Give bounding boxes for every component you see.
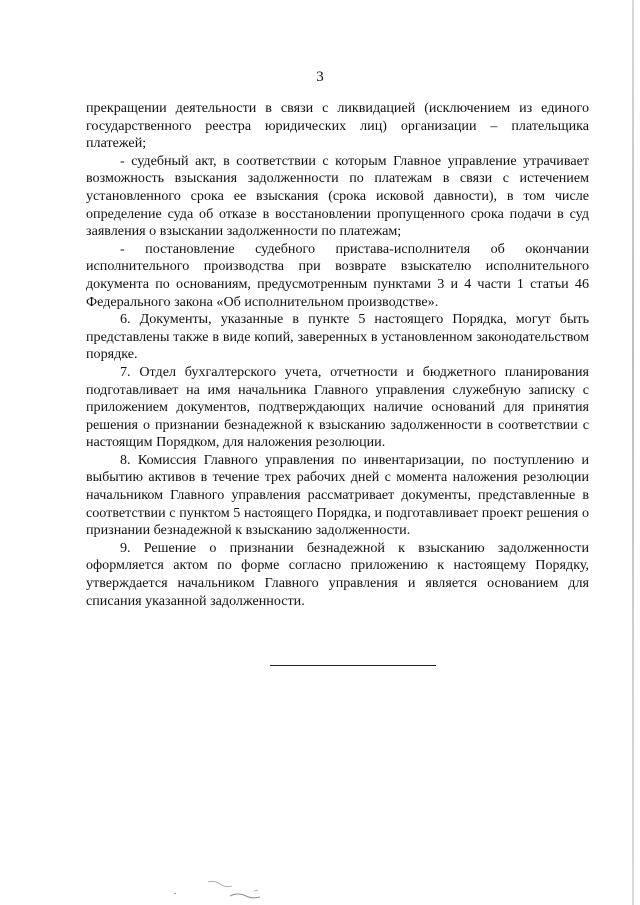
paragraph-bailiff-resolution-item: - постановление судебного пристава-исполнителя об окончании исполнительного производства при возврате взыскателю исполнительного документа по основаниям, предусмотренным пунктами 3 и 4 части 1 статьи 46 Федерального закона «Об исполнительном производстве». xyxy=(86,240,589,310)
scan-artifact-marks xyxy=(170,872,280,902)
paragraph-item-6: 6. Документы, указанные в пункте 5 настоящего Порядка, могут быть представлены также в виде копий, заверенных в установленном законодательством порядке. xyxy=(86,311,589,363)
paragraph-continuation: прекращении деятельности в связи с ликвидацией (исключением из единого государственного реестра юридических лиц) организации – плательщика платежей; xyxy=(86,100,589,152)
document-body xyxy=(86,100,589,610)
paragraph-item-9: 9. Решение о признании безнадежной к взысканию задолженности оформляется актом по форме согласно приложению к настоящему Порядку, утверждается начальником Главного управления и является основанием для списания указанной задолженности. xyxy=(86,539,589,609)
page-number: 3 xyxy=(316,69,324,85)
paragraph-court-act-item: - судебный акт, в соответствии с которым Главное управление утрачивает возможность взыскания задолженности по платежам в связи с истечением установленного срока ее взыскания (срока исковой давности), в том числе определение суда об отказе в восстановлении пропущенного срока подачи в суд заявления о взыскании задолженности по платежам; xyxy=(86,152,589,240)
scan-page-edge xyxy=(632,0,634,905)
paragraph-item-7: 7. Отдел бухгалтерского учета, отчетности и бюджетного планирования подготавливает на имя начальника Главного управления служебную записку с приложением документов, подтверждающих наличие оснований для принятия решения о признании безнадежной к взысканию задолженности в соответствии с настоящим Порядком, для наложения резолюции. xyxy=(86,363,589,451)
paragraph-item-8: 8. Комиссия Главного управления по инвентаризации, по поступлению и выбытию активов в течение трех рабочих дней с момента наложения резолюции начальником Главного управления рассматривает документы, представленные в соответствии с пунктом 5 настоящего Порядка, и подготавливает проект решения о признании безнадежной к взысканию задолженности. xyxy=(86,451,589,539)
end-of-text-rule xyxy=(270,665,436,666)
